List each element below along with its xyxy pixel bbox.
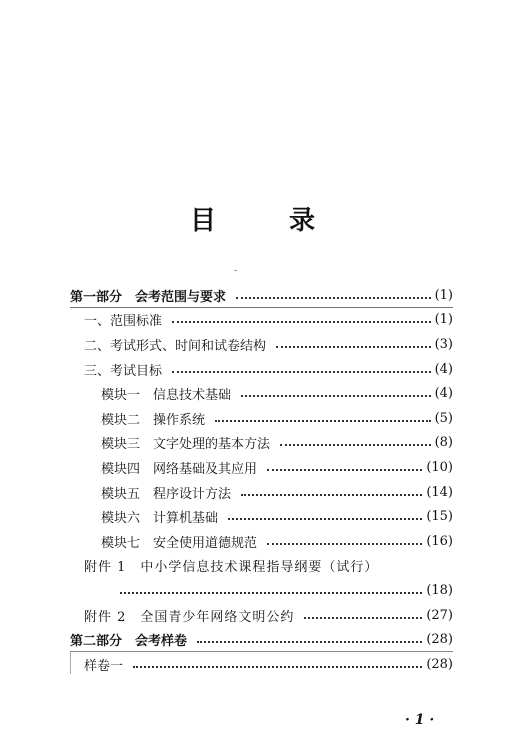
dot-leader: [172, 370, 431, 373]
page-number: · 1 ·: [405, 712, 435, 728]
dot-leader: [276, 345, 431, 348]
toc-entry-page: (1): [434, 312, 453, 328]
toc-entry-page: (5): [434, 410, 453, 426]
toc-entry-label: 模块三 文字处理的基本方法: [101, 437, 271, 453]
dot-leader: [280, 443, 431, 446]
dot-leader: [197, 640, 422, 643]
dot-leader: [228, 517, 422, 520]
toc-entry[interactable]: [70, 627, 453, 652]
toc-entry-page: (18): [426, 582, 453, 598]
toc-entry-page: (16): [426, 533, 453, 549]
toc-entry[interactable]: [70, 554, 453, 579]
dot-leader: [241, 493, 422, 496]
margin-mark: [70, 652, 71, 674]
section-rule: [70, 307, 453, 308]
toc-entry-page: (27): [426, 607, 453, 623]
toc-entry[interactable]: [70, 357, 453, 382]
dot-leader: [304, 616, 422, 619]
toc-entry-label: 模块六 计算机基础: [101, 511, 219, 527]
dot-leader: [267, 542, 422, 545]
toc-entry[interactable]: [70, 652, 453, 677]
toc-entry-label: 模块七 安全使用道德规范: [101, 535, 258, 551]
dot-leader: [236, 296, 431, 299]
toc-entry-page: (4): [434, 361, 453, 377]
toc-entry-continuation[interactable]: [70, 578, 453, 603]
toc-entry-label: 三、考试目标: [84, 363, 163, 379]
toc-entry-page: (28): [426, 656, 453, 672]
toc-entry-label: 一、范围标准: [84, 314, 163, 330]
toc-entry[interactable]: [70, 308, 453, 333]
dot-leader: [172, 320, 431, 323]
table-of-contents: [70, 283, 453, 677]
section-rule: [70, 651, 453, 652]
toc-entry-page: (10): [426, 459, 453, 475]
toc-entry[interactable]: [70, 504, 453, 529]
toc-entry-page: (14): [426, 484, 453, 500]
toc-entry[interactable]: [70, 381, 453, 406]
toc-entry[interactable]: [70, 332, 453, 357]
toc-entry-label: 样卷一: [84, 658, 124, 674]
toc-entry-label: 第一部分 会考范围与要求: [70, 289, 227, 305]
toc-entry-page: (4): [434, 386, 453, 402]
dot-leader: [120, 591, 422, 594]
dot-leader: [133, 665, 422, 668]
toc-entry-page: (15): [426, 509, 453, 525]
toc-entry-label: 模块一 信息技术基础: [101, 388, 232, 404]
dot-leader: [267, 468, 422, 471]
toc-entry-label: 模块五 程序设计方法: [101, 486, 232, 502]
toc-entry-label: 附件 1 中小学信息技术课程指导纲要（试行）: [84, 560, 379, 576]
dot-leader: [241, 394, 431, 397]
page-title: 目 录: [189, 206, 348, 236]
toc-entry-page: (28): [426, 632, 453, 648]
toc-entry-label: 附件 2 全国青少年网络文明公约: [84, 609, 295, 625]
toc-entry[interactable]: [70, 406, 453, 431]
toc-entry-label: 模块二 操作系统: [101, 412, 206, 428]
toc-entry-label: 第二部分 会考样卷: [70, 634, 188, 650]
toc-entry[interactable]: [70, 431, 453, 456]
print-speck: [234, 270, 237, 271]
toc-entry[interactable]: [70, 480, 453, 505]
toc-entry[interactable]: [70, 283, 453, 308]
toc-entry-label: 二、考试形式、时间和试卷结构: [84, 338, 267, 354]
dot-leader: [215, 419, 431, 422]
toc-entry[interactable]: [70, 529, 453, 554]
toc-entry-page: (3): [434, 336, 453, 352]
toc-entry[interactable]: [70, 603, 453, 628]
toc-entry-page: (1): [434, 287, 453, 303]
toc-entry[interactable]: [70, 455, 453, 480]
toc-entry-label: 模块四 网络基础及其应用: [101, 461, 258, 477]
toc-entry-page: (8): [434, 435, 453, 451]
